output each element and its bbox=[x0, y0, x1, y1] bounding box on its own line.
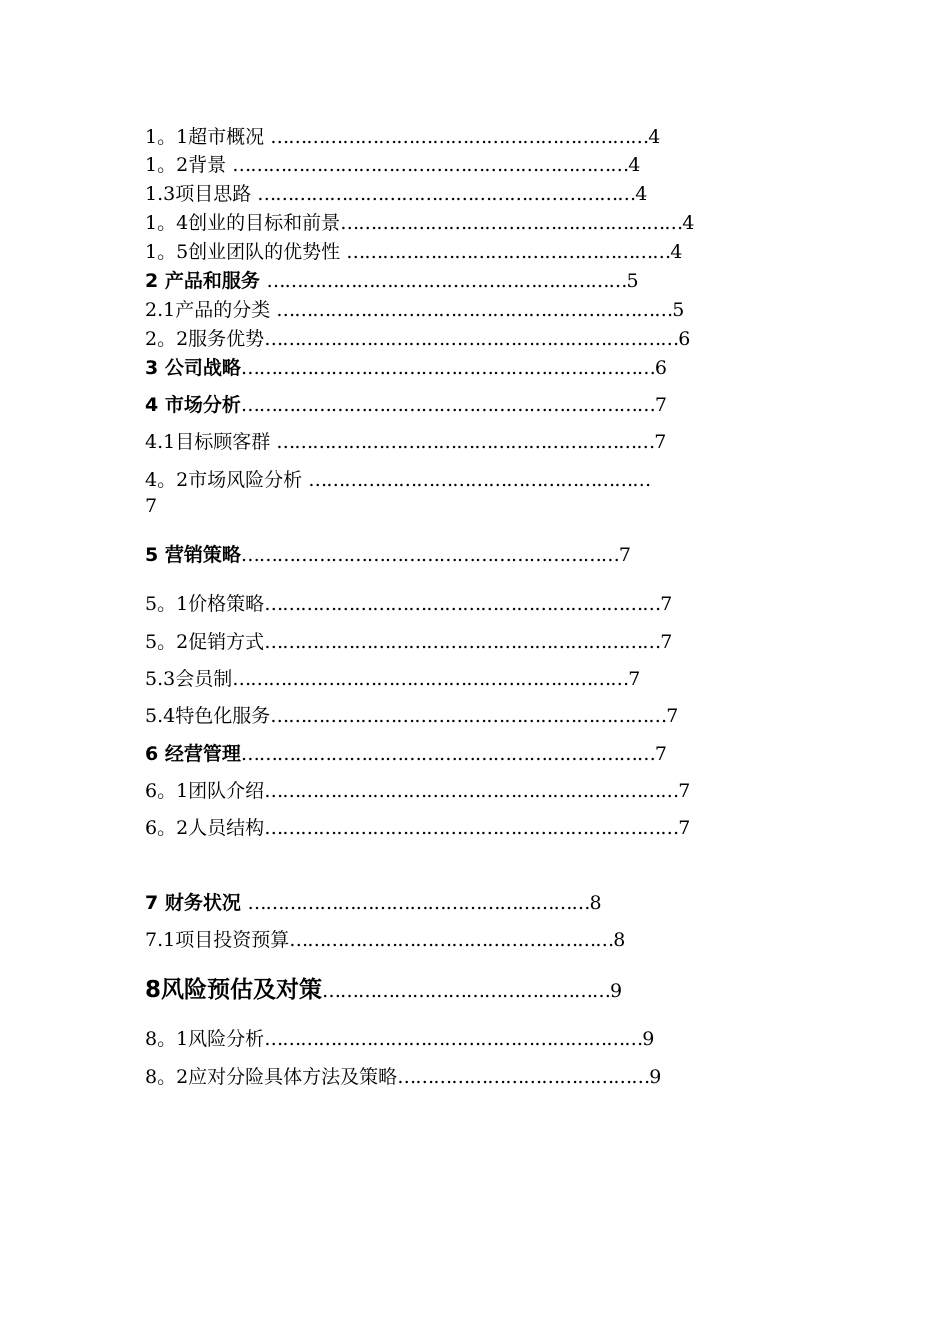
toc-entry-title: 6。2人员结构 bbox=[145, 817, 265, 839]
toc-entry-title: 5。1价格策略 bbox=[145, 593, 265, 615]
toc-entry-4 bbox=[145, 392, 810, 418]
toc-entry-8-1 bbox=[145, 1026, 745, 1052]
toc-entry-title: 2 产品和服务 bbox=[145, 270, 260, 292]
toc-leader: ……………………………………………… bbox=[289, 929, 614, 951]
toc-leader: ……………………………………………………… bbox=[240, 544, 619, 566]
toc-entry-5-1 bbox=[145, 591, 810, 617]
toc-entry-7 bbox=[145, 890, 720, 916]
toc-page-number: 7 bbox=[666, 705, 679, 727]
toc-entry-title: 4.1目标顾客群 bbox=[145, 431, 271, 453]
toc-page-number: 4 bbox=[670, 241, 683, 263]
toc-page-number: 6 bbox=[654, 357, 667, 379]
toc-entry-title: 5 营销策略 bbox=[145, 544, 241, 566]
toc-entry-6-2 bbox=[145, 815, 810, 841]
toc-entry-title: 1。4创业的目标和前景 bbox=[145, 212, 341, 234]
toc-entry-1-3 bbox=[145, 181, 785, 207]
toc-entry-6 bbox=[145, 741, 810, 767]
toc-entry-8 bbox=[145, 975, 715, 1005]
toc-entry-7-1 bbox=[145, 927, 730, 953]
toc-leader: ………………………………………………………… bbox=[264, 593, 661, 615]
toc-entry-title: 1。5创业团队的优势性 bbox=[145, 241, 341, 263]
toc-leader: ………………………………………………… bbox=[340, 212, 683, 234]
toc-page-number: 7 bbox=[660, 593, 673, 615]
toc-entry-4-2 bbox=[145, 467, 810, 519]
toc-entry-title: 6 经营管理 bbox=[145, 743, 241, 765]
toc-page-number: 5 bbox=[626, 270, 639, 292]
toc-leader: ……………………………………………………… bbox=[276, 431, 655, 453]
toc-leader: …………………………………………………… bbox=[266, 270, 627, 292]
toc-entry-5 bbox=[145, 542, 790, 568]
toc-entry-title: 5。2促销方式 bbox=[145, 631, 265, 653]
toc-entry-8-2 bbox=[145, 1064, 745, 1090]
toc-entry-title: 8。2应对分险具体方法及策略 bbox=[145, 1066, 398, 1088]
toc-page-number: 7 bbox=[678, 817, 691, 839]
toc-entry-title: 6。1团队介绍 bbox=[145, 780, 265, 802]
toc-page-number: 9 bbox=[642, 1028, 655, 1050]
toc-entry-6-1 bbox=[145, 778, 810, 804]
toc-page-number: 5 bbox=[672, 299, 685, 321]
toc-page-number: 7 bbox=[654, 743, 667, 765]
toc-entry-title: 4。2市场风险分析 bbox=[145, 469, 303, 491]
toc-page-number: 7 bbox=[654, 394, 667, 416]
toc-leader: …………………………………………………………… bbox=[264, 328, 679, 350]
toc-entry-4-1 bbox=[145, 429, 810, 455]
toc-leader: ……………………………………………………… bbox=[264, 1028, 643, 1050]
toc-entry-title: 7 财务状况 bbox=[145, 892, 241, 914]
toc-leader: ……………………………………………………… bbox=[270, 126, 649, 148]
toc-leader: …………………………………………………………… bbox=[240, 743, 655, 765]
toc-page-number: 7 bbox=[660, 631, 673, 653]
toc-entry-2-1 bbox=[145, 297, 810, 323]
toc-entry-title: 7.1项目投资预算 bbox=[145, 929, 290, 951]
toc-entry-5-2 bbox=[145, 629, 810, 655]
toc-page-number: 9 bbox=[610, 980, 623, 1002]
toc-leader: ………………………………………… bbox=[322, 980, 611, 1002]
toc-entry-1-4 bbox=[145, 210, 795, 236]
toc-entry-title: 1。1超市概况 bbox=[145, 126, 265, 148]
toc-leader: ………………………………………………… bbox=[247, 892, 590, 914]
toc-entry-title: 2。2服务优势 bbox=[145, 328, 265, 350]
toc-page-number: 7 bbox=[618, 544, 631, 566]
toc-leader: ……………………………………………………… bbox=[257, 183, 636, 205]
toc-page-number: 7 bbox=[145, 495, 158, 517]
toc-page-number: 7 bbox=[628, 668, 641, 690]
toc-entry-3 bbox=[145, 355, 810, 381]
toc-leader: ………………………………………………………… bbox=[270, 705, 667, 727]
toc-entry-title: 5.3会员制 bbox=[145, 668, 233, 690]
toc-entry-1-2 bbox=[145, 152, 785, 178]
toc-entry-title: 1。2背景 bbox=[145, 154, 227, 176]
toc-leader: ………………………………………………………… bbox=[264, 631, 661, 653]
toc-entry-title: 3 公司战略 bbox=[145, 357, 241, 379]
toc-entry-1-5 bbox=[145, 239, 795, 265]
toc-leader: …………………………………………………………… bbox=[264, 817, 679, 839]
toc-entry-title: 1.3项目思路 bbox=[145, 183, 252, 205]
toc-leader: ………………………………………………………… bbox=[232, 154, 629, 176]
toc-entry-2-2 bbox=[145, 326, 810, 352]
toc-page-number: 8 bbox=[613, 929, 626, 951]
toc-page-number: 8 bbox=[589, 892, 602, 914]
toc-leader: …………………………………………………………… bbox=[240, 394, 655, 416]
toc-entry-title: 8风险预估及对策 bbox=[145, 977, 323, 1003]
toc-leader: ……………………………………………… bbox=[346, 241, 671, 263]
toc-page-number: 4 bbox=[635, 183, 648, 205]
toc-leader: ………………………………………………………… bbox=[232, 668, 629, 690]
toc-entry-5-3 bbox=[145, 666, 800, 692]
toc-page-number: 4 bbox=[628, 154, 641, 176]
toc-leader: ………………………………………………………… bbox=[276, 299, 673, 321]
toc-page-number: 9 bbox=[649, 1066, 662, 1088]
toc-entry-5-4 bbox=[145, 703, 800, 729]
toc-leader: …………………………………………………………… bbox=[264, 780, 679, 802]
toc-page-number: 6 bbox=[678, 328, 691, 350]
toc-page-number: 4 bbox=[682, 212, 695, 234]
toc-leader: …………………………………… bbox=[397, 1066, 650, 1088]
toc-page-number: 7 bbox=[654, 431, 667, 453]
toc-entry-1-1 bbox=[145, 124, 785, 150]
toc-leader: ………………………………………………… bbox=[308, 469, 651, 491]
toc-entry-2 bbox=[145, 268, 810, 294]
toc-leader: …………………………………………………………… bbox=[240, 357, 655, 379]
toc-page-number: 7 bbox=[678, 780, 691, 802]
toc-entry-title: 4 市场分析 bbox=[145, 394, 241, 416]
toc-entry-title: 5.4特色化服务 bbox=[145, 705, 271, 727]
toc-entry-title: 2.1产品的分类 bbox=[145, 299, 271, 321]
toc-page-number: 4 bbox=[648, 126, 661, 148]
toc-entry-title: 8。1风险分析 bbox=[145, 1028, 265, 1050]
